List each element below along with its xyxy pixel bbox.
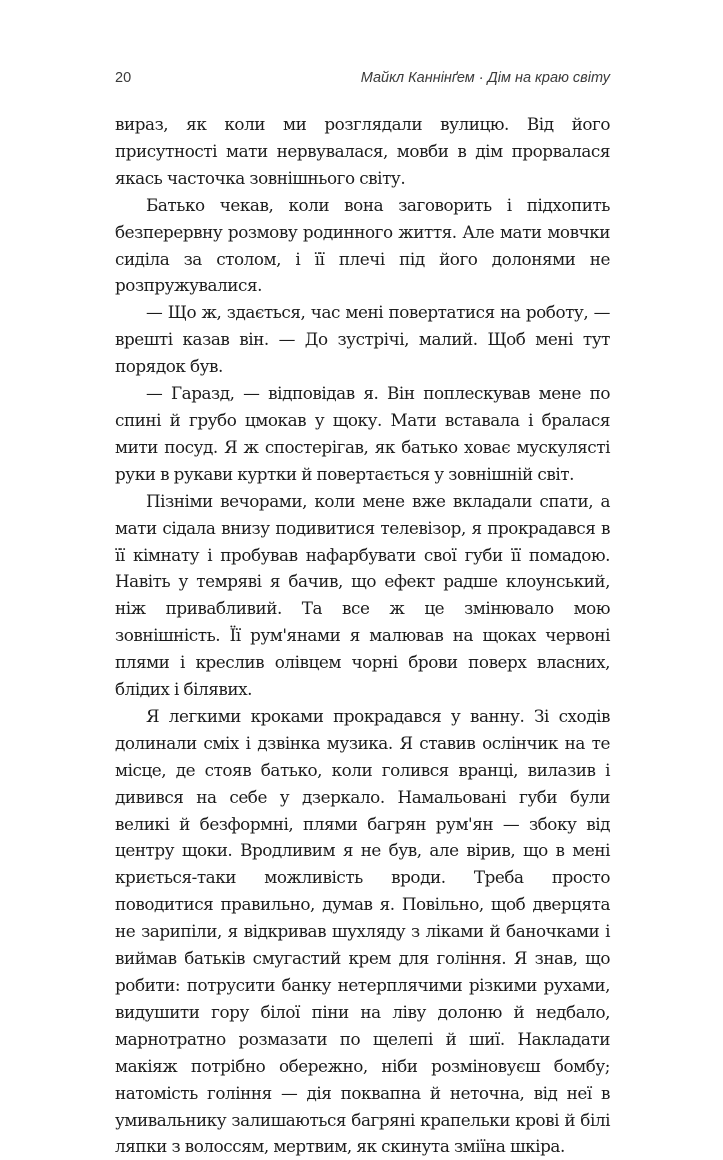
paragraph: вираз, як коли ми розглядали вулицю. Від його присутності мати нервувалася, мовби в дім прорвалася якась часточка зовнішнього світу. <box>115 114 610 188</box>
page-header <box>115 70 610 94</box>
running-head: Майкл Каннінґем · Дім на краю світу <box>360 70 610 86</box>
paragraph: Пізніми вечорами, коли мене вже вкладали спати, а мати сідала внизу подивитися телевізор, я прокрадався в її кімнату і пробував нафарбувати свої губи її помадою. Навіть у темряві я бачив, що ефект радше клоунський, ніж привабливий. Та все ж це змінювало мою зовнішність. Її рум'янами я малював на щоках червоні плями і креслив олівцем чорні брови поверх власних, блідих і білявих. <box>115 490 610 700</box>
paragraph: Я легкими кроками прокрадався у ванну. Зі сходів долинали сміх і дзвінка музика. Я ставив ослінчик на те місце, де стояв батько, коли голився вранці, вилазив і дивився на себе у дзеркало. Намальовані губи були великі й безформні, плями багрян рум'ян — збоку від центру щоки. Вродливим я не був, але вірив, що в мені криється-таки можливість вроди. Треба просто поводитися правильно, думав я. Повільно, щоб дверцята не зарипіли, я відкривав шухляду з ліками й баночками і виймав батьків смугастий крем для гоління. Я знав, що робити: потрусити банку нетерплячими різкими рухами, видушити гору білої піни на ліву долоню й недбало, марнотратно розмазати по щелепі й шиї. Накладати макіяж потрібно обережно, ніби розміновуєш бомбу; натомість гоління — дія поквапна й неточна, від неї в умивальнику залишаються багряні крапельки крові й білі ляпки з волоссям, мертвим, як скинута зміїна шкіра. <box>115 705 610 1157</box>
paragraph: — Гаразд, — відповідав я. Він поплескував мене по спині й грубо цмокав у щоку. Мати вставала і бралася мити посуд. Я ж спостерігав, як батько ховає мускулясті руки в рукави куртки й повертається у зовнішній світ. <box>115 383 610 484</box>
text-body <box>115 111 610 1160</box>
page-number: 20 <box>115 70 132 86</box>
paragraph: — Що ж, здається, час мені повертатися на роботу, — врешті казав він. — До зустрічі, малий. Щоб мені тут порядок був. <box>115 302 610 377</box>
paragraph: Батько чекав, коли вона заговорить і підхопить безперервну розмову родинного життя. Але мати мовчки сиділа за столом, і її плечі під його долонями не розпружувалися. <box>115 194 610 296</box>
